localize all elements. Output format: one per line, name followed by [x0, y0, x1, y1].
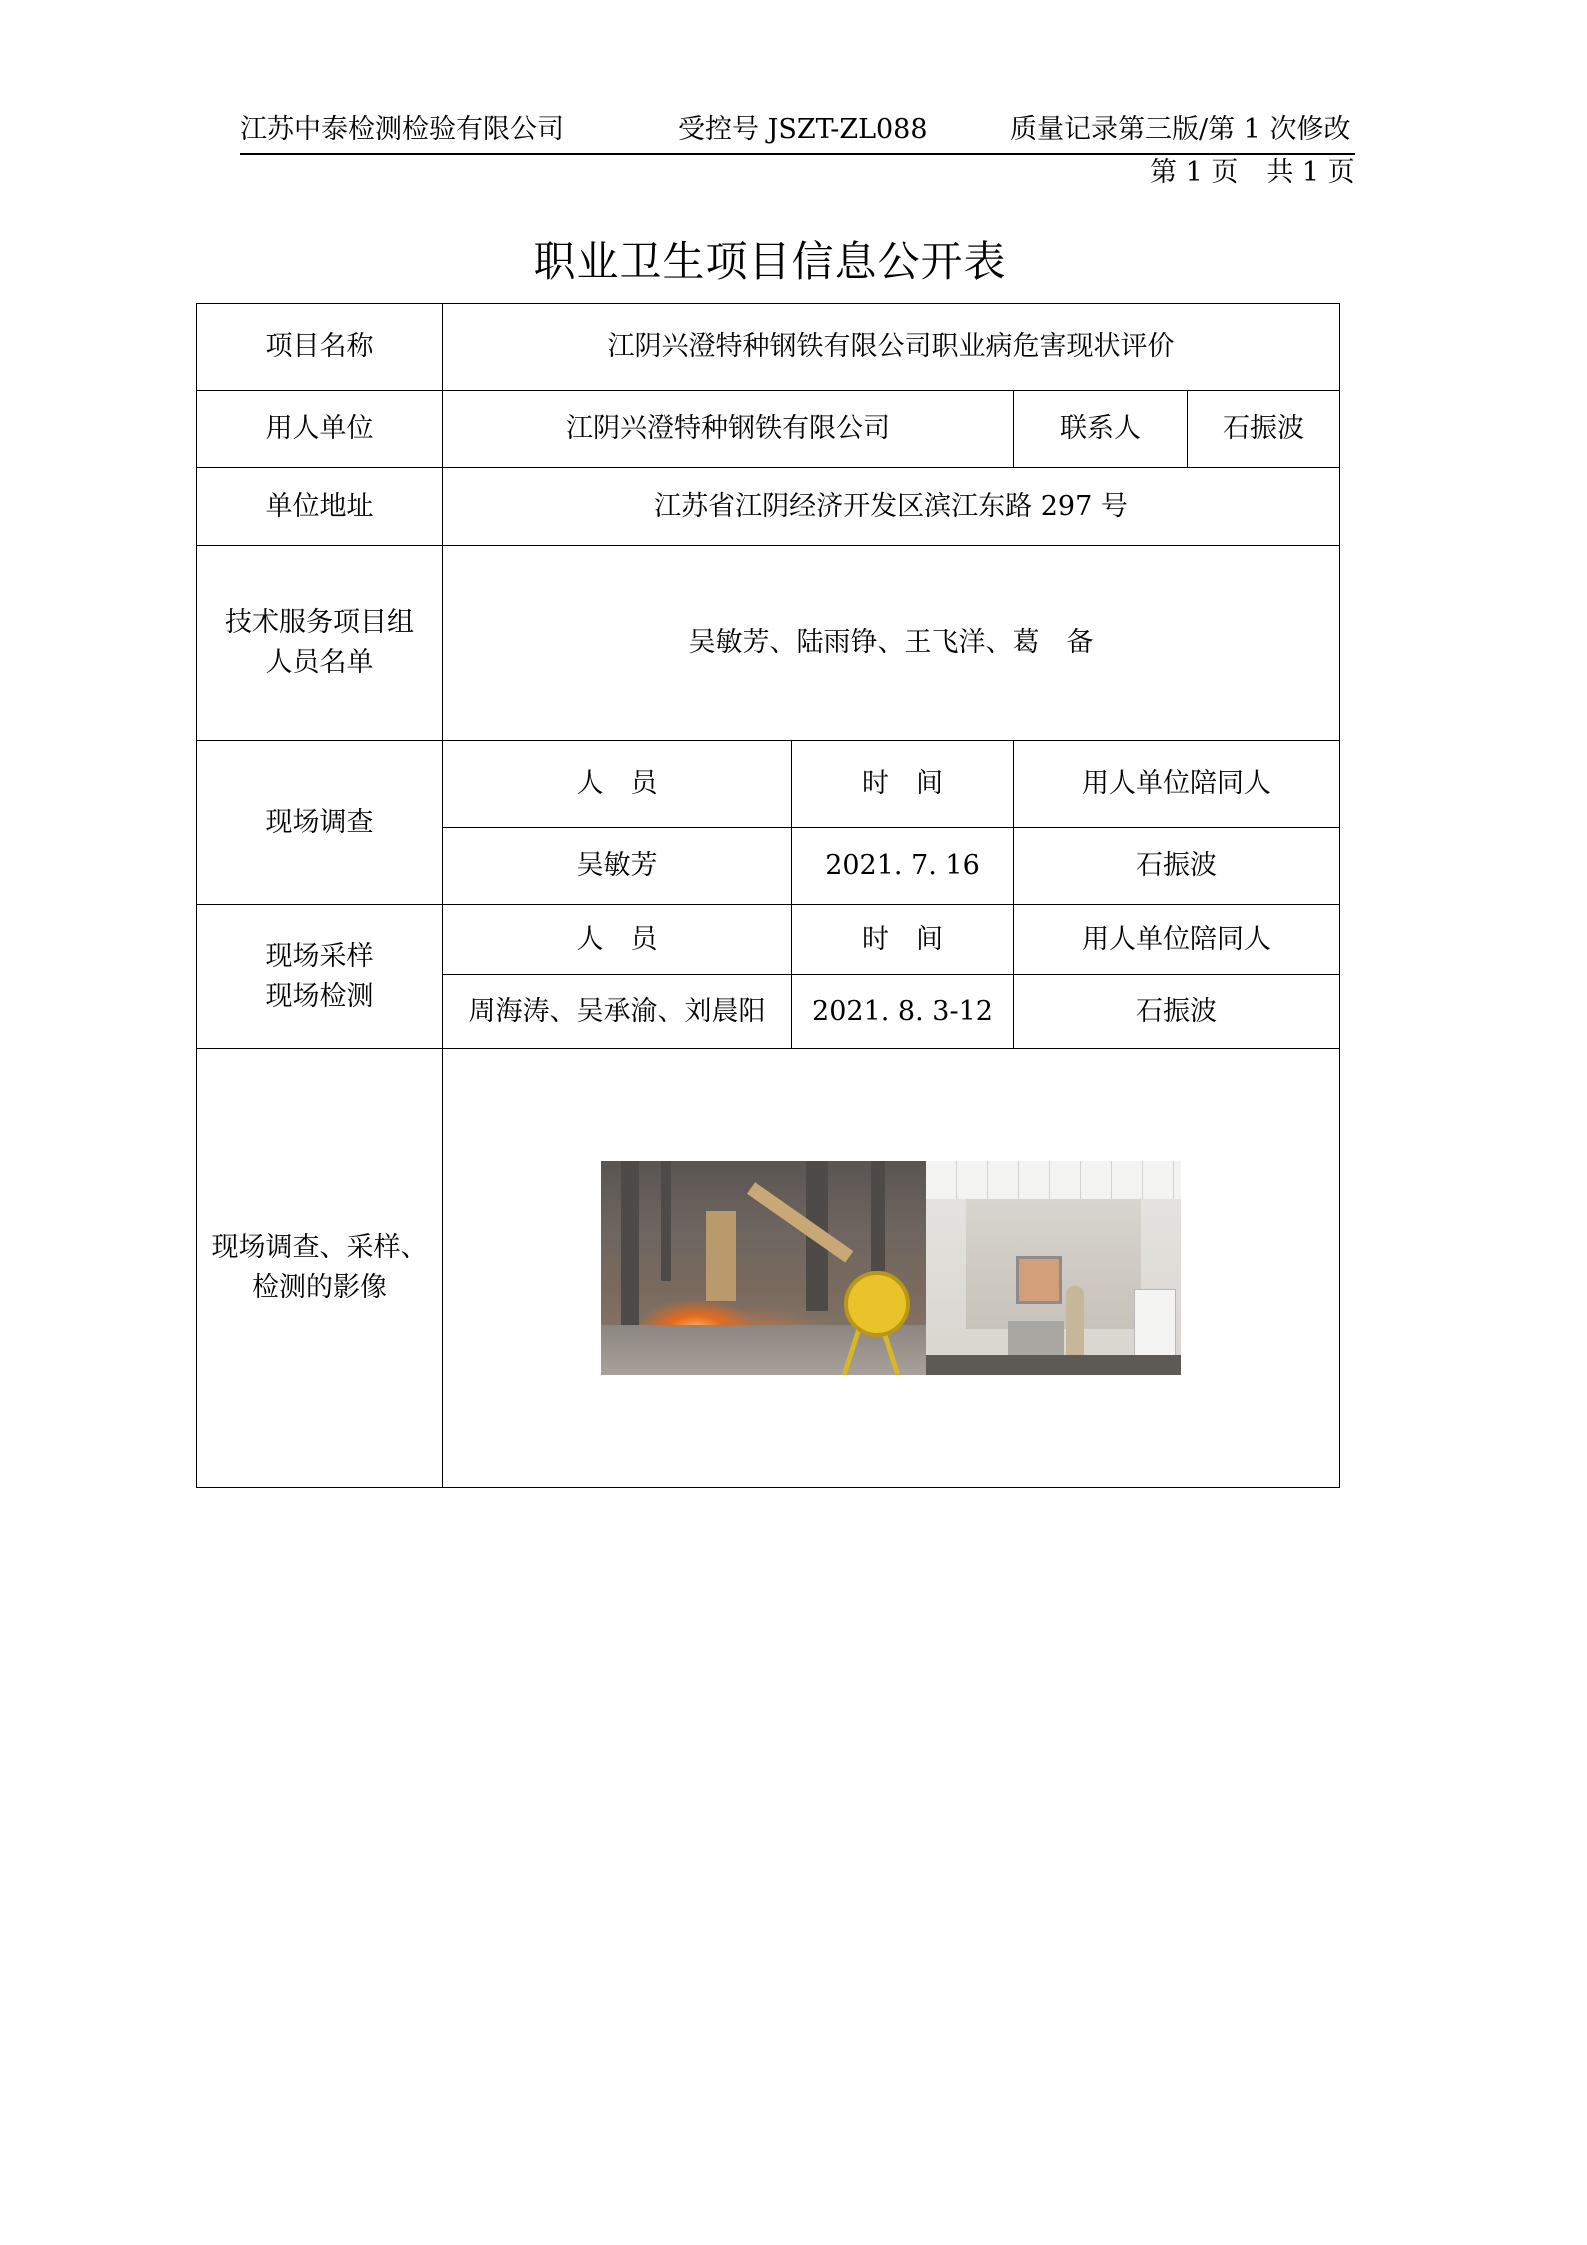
employer-label: 用人单位 [197, 391, 443, 468]
header-record-version: 质量记录第三版/第 1 次修改 [1010, 114, 1351, 145]
header-company: 江苏中泰检测检验有限公司 [240, 114, 564, 145]
page-number: 第 1 页 [1150, 157, 1239, 188]
survey-escort: 石振波 [1014, 828, 1340, 905]
team-label [197, 546, 443, 741]
row-team [197, 546, 1340, 741]
contact-label: 联系人 [1014, 391, 1188, 468]
team-label-line1: 技术服务项目组 [225, 607, 414, 638]
contact-value: 石振波 [1188, 391, 1340, 468]
images-label-line1: 现场调查、采样、 [211, 1232, 428, 1263]
sampling-label-line1: 现场采样 [265, 940, 374, 972]
employer-value: 江阴兴澄特种钢铁有限公司 [443, 391, 1014, 468]
sampling-label-line2: 现场检测 [265, 980, 374, 1012]
row-survey-header [197, 741, 1340, 828]
images-cell [443, 1049, 1340, 1488]
header-control-number: 受控号 JSZT-ZL088 [678, 114, 928, 145]
photo-control-room [926, 1161, 1181, 1375]
address-value: 江苏省江阴经济开发区滨江东路 297 号 [443, 468, 1340, 546]
row-employer [197, 391, 1340, 468]
survey-col-time: 时 间 [792, 741, 1014, 828]
survey-time: 2021. 7. 16 [792, 828, 1014, 905]
page-total: 共 1 页 [1266, 157, 1355, 188]
sampling-person: 周海涛、吴承渝、刘晨阳 [443, 975, 792, 1049]
sampling-col-person: 人 员 [443, 905, 792, 975]
sampling-label [197, 905, 443, 1049]
team-value: 吴敏芳、陆雨铮、王飞洋、葛 备 [443, 546, 1340, 741]
images-label-line2: 检测的影像 [252, 1272, 387, 1303]
header-page-info [1150, 153, 1355, 193]
survey-col-person: 人 员 [443, 741, 792, 828]
survey-person: 吴敏芳 [443, 828, 792, 905]
survey-col-escort: 用人单位陪同人 [1014, 741, 1340, 828]
team-label-line2: 人员名单 [265, 647, 374, 678]
sampling-col-time: 时 间 [792, 905, 1014, 975]
document-title: 职业卫生项目信息公开表 [533, 237, 1007, 286]
row-sampling-header [197, 905, 1340, 975]
project-name-label: 项目名称 [197, 304, 443, 391]
sampling-col-escort: 用人单位陪同人 [1014, 905, 1340, 975]
sampling-time: 2021. 8. 3-12 [792, 975, 1014, 1049]
row-address [197, 468, 1340, 546]
sampling-escort: 石振波 [1014, 975, 1340, 1049]
images-label [197, 1049, 443, 1488]
row-project-name [197, 304, 1340, 391]
row-images [197, 1049, 1340, 1488]
photo-steel-furnace [601, 1161, 926, 1375]
survey-label: 现场调查 [197, 741, 443, 905]
site-photos [601, 1161, 1181, 1375]
address-label: 单位地址 [197, 468, 443, 546]
project-name-value: 江阴兴澄特种钢铁有限公司职业病危害现状评价 [443, 304, 1340, 391]
project-info-table [196, 303, 1340, 1488]
